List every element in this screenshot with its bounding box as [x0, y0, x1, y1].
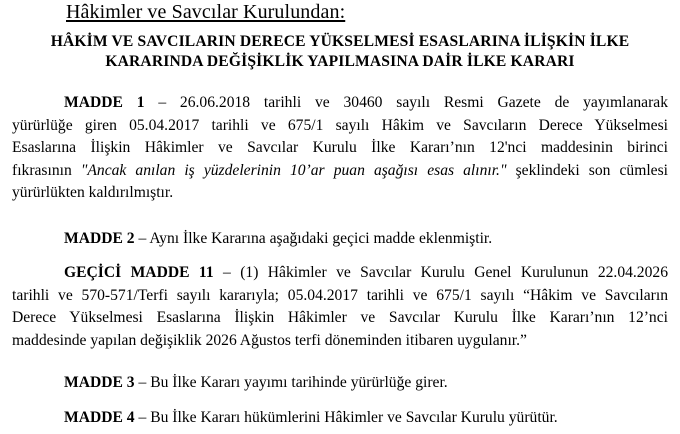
temporary-article-11-heading: GEÇİCİ MADDE 11 [64, 264, 214, 281]
article-1 [12, 92, 668, 205]
article-4 [64, 407, 558, 430]
article-2 [64, 228, 492, 251]
temporary-article-11-line-4: maddesinde yapılan değişiklik 2026 Ağustos terfi döneminden itibaren uygulanır.” [12, 331, 527, 349]
article-4-text: – Bu İlke Kararı hükümlerini Hâkimler ve Savcılar Kurulu yürütür. [134, 409, 558, 426]
article-1-line-5: yürürlükten kaldırılmıştır. [12, 184, 174, 202]
temporary-article-11-line-1 [12, 262, 668, 285]
issuer-heading: Hâkimler ve Savcılar Kurulundan: [66, 1, 346, 23]
article-3 [64, 372, 448, 395]
article-1-heading: MADDE 1 [64, 94, 145, 111]
title-line-2: KARARINDA DEĞİŞİKLİK YAPILMASINA DAİR İLKE KARARI [105, 53, 575, 70]
article-4-heading: MADDE 4 [64, 409, 135, 426]
temporary-article-11-line-1-text: – (1) Hâkimler ve Savcılar Kurulu Genel Kurulunun 22.04.2026 [213, 264, 668, 281]
article-3-text: – Bu İlke Kararı yayımı tarihinde yürürlüğe girer. [134, 374, 448, 391]
article-3-heading: MADDE 3 [64, 374, 135, 391]
article-2-text: – Aynı İlke Kararına aşağıdaki geçici madde eklenmiştir. [134, 230, 493, 247]
article-1-line-4-post: şeklindeki son cümlesi [506, 161, 668, 179]
article-1-line-2: yürürlüğe giren 05.04.2017 tarihli ve 675/1 sayılı Hâkim ve Savcıların Derece Yükselmesi [12, 116, 668, 134]
document-title [12, 32, 668, 72]
temporary-article-11-line-3: Derece Yükselmesi Esaslarına İlişkin Hâkimler ve Savcılar Kurulu İlke Kararı’nın 12’nci [12, 309, 668, 327]
temporary-article-11 [12, 262, 668, 352]
article-1-quoted-sentence: "Ancak anılan iş yüzdelerinin 10’ar puan aşağısı esas alınır." [80, 161, 507, 179]
title-line-1: HÂKİM VE SAVCILARIN DERECE YÜKSELMESİ ESASLARINA İLİŞKİN İLKE [50, 33, 630, 50]
article-1-line-4 [12, 160, 668, 183]
article-1-line-3: Esaslarına İlişkin Hâkimler ve Savcılar Kurulu İlke Kararı’nın 12'nci maddesinin birinci [12, 139, 668, 157]
article-1-line-4-pre: fıkrasının [12, 161, 81, 179]
temporary-article-11-line-2: tarihli ve 570-571/Terfi sayılı kararıyla; 05.04.2017 tarihli ve 675/1 sayılı “Hâkim ve Savcıların [12, 286, 668, 304]
article-2-heading: MADDE 2 [64, 230, 135, 247]
article-1-line-1 [12, 92, 668, 115]
article-1-line-1-text: – 26.06.2018 tarihli ve 30460 sayılı Resmi Gazete de yayımlanarak [144, 94, 668, 111]
